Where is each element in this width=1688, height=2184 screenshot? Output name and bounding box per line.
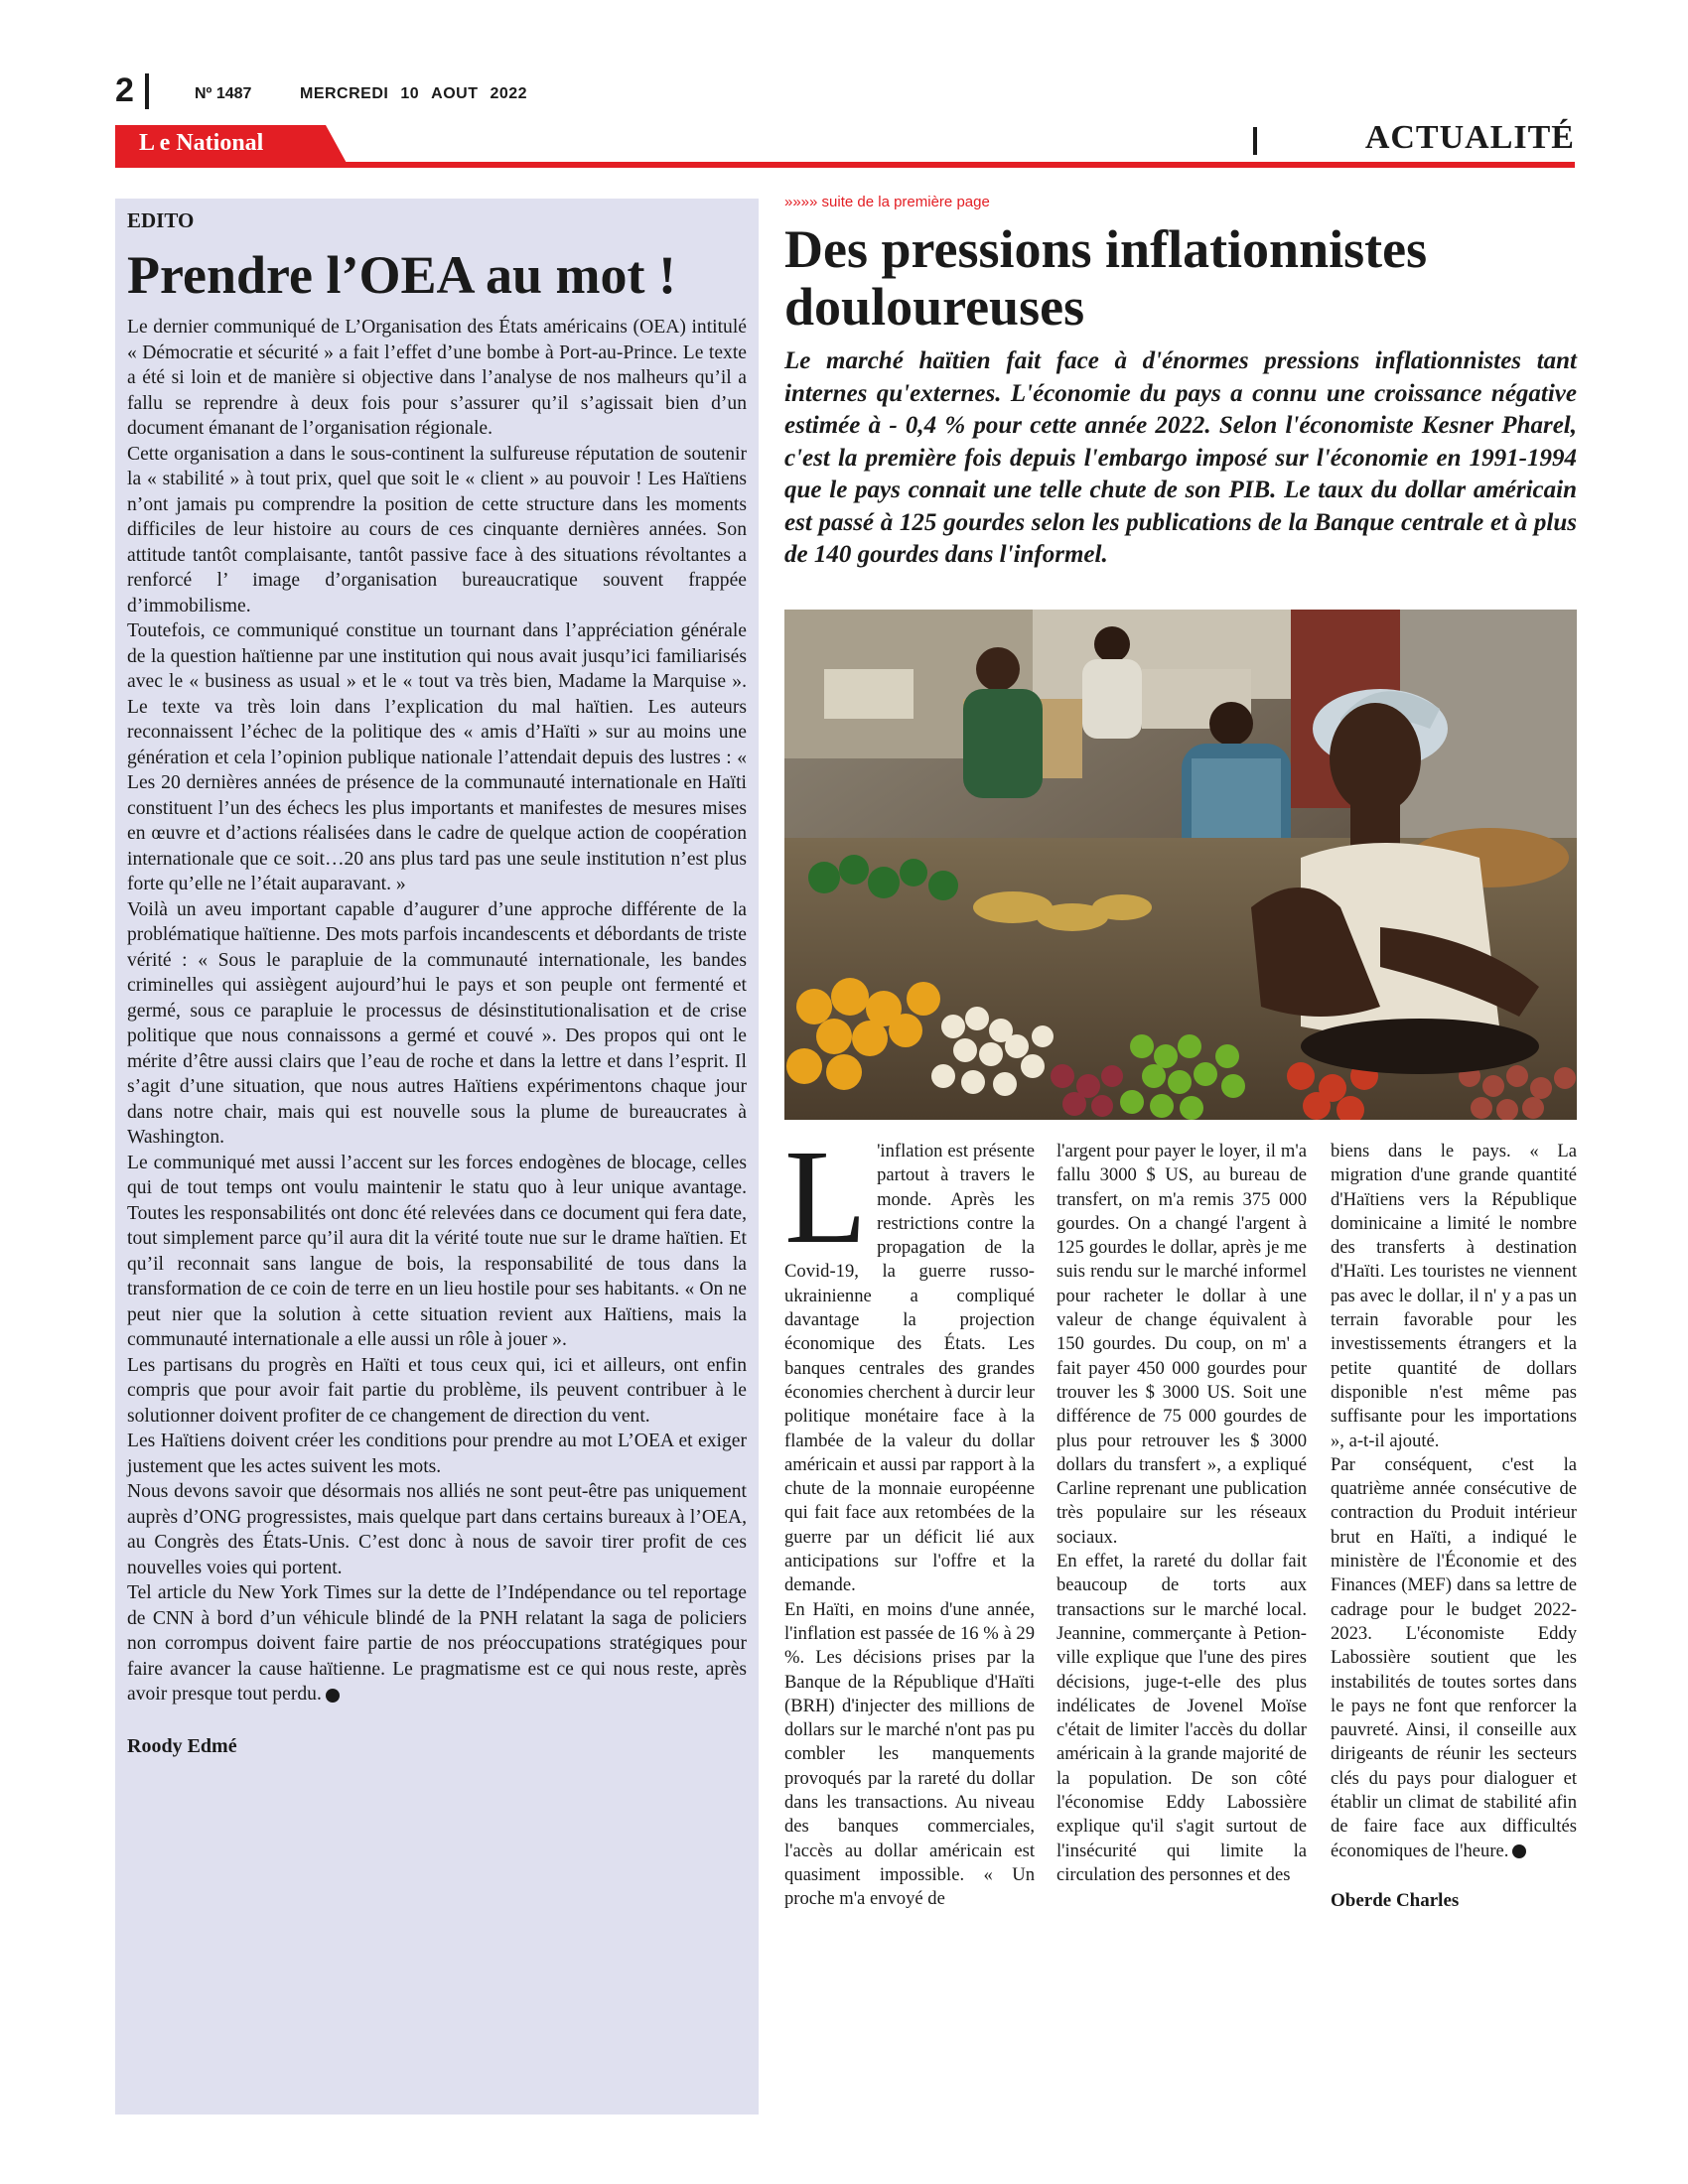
brand-name: L e National	[139, 130, 264, 156]
date-month: AOUT	[431, 85, 479, 102]
article-title: Des pressions inflationnistes douloureuses	[784, 219, 1428, 337]
issue-date	[300, 85, 539, 103]
end-mark-icon	[326, 1689, 340, 1703]
market-photo-illustration	[784, 610, 1577, 1120]
edito-paragraph-last	[127, 1580, 747, 1707]
section-title: ACTUALITÉ	[1364, 119, 1575, 156]
issue-number: Nº 1487	[195, 85, 252, 102]
end-mark-icon	[1512, 1844, 1526, 1858]
edito-kicker: EDITO	[127, 208, 195, 232]
market-photo	[784, 610, 1577, 1120]
article-paragraph-text: Par conséquent, c'est la quatrième année consécutive de contraction du Produit intérieur brut en Haïti, a indiqué le ministère de l'Économie et des Finances (MEF) dans sa lettre de cadrage pour le budget 2022-2023. L'économiste Eddy Labossière soutient que les instabilités de toutes sortes dans le pays ne font que renforcer la pauvreté. Ainsi, il conseille aux dirigeants de réunir les secteurs clés du pays pour dialoguer et établir un climat de stabilité afin de faire face aux difficultés économiques de l'heure.	[1331, 1453, 1577, 1861]
masthead	[115, 71, 1575, 111]
article-paragraph: 'inflation est présente partout à travers le monde. Après les restrictions contre la propagation de la Covid-19, la guerre russo-ukrainienne a compliqué davantage la projection économique des États. Les banques centrales des grandes économies cherchent à durcir leur politique monétaire face à la flambée de la valeur du dollar américain et aussi par rapport à la chute de la monnaie européenne qui fait face aux retombées de la guerre par un déficit lié aux anticipations sur l'offre et la demande.	[784, 1141, 1035, 1596]
edito-author: Roody Edmé	[127, 1734, 237, 1757]
article-column-1	[784, 1123, 1035, 1912]
edito-body	[127, 315, 747, 1707]
section-divider	[1253, 127, 1257, 155]
article-paragraph: En effet, la rareté du dollar fait beaucoup de torts aux transactions sur le marché local. Jeannine, commerçante à Petion-ville explique que l'une des pires décisions, juge-t-elle des plus indélicates de Jovenel Moïse c'était de limiter l'accès du dollar américain à la grande majorité de la population. De son côté l'économise Eddy Labossière explique qu'il s'agit surtout de l'insécurité qui limite la circulation des personnes et des	[1056, 1551, 1307, 1885]
article-paragraph-last	[1331, 1453, 1577, 1863]
article-author: Oberde Charles	[1331, 1889, 1460, 1911]
page-number-divider	[145, 73, 149, 109]
edito-paragraph: Voilà un aveu important capable d’augurer d’une approche différente de la problématique haïtienne. Des mots parfois incandescents et débordants de triste vérité : « Sous le parapluie de la communauté internationale, les bandes criminelles qui assiègent aujourd’hui le pays et son peuple ont fermenté et germé, sous ce parapluie le processus de désinstitutionalisation et de crise politique que nous connaissons a germé et couvé ». Des propos qui ont le mérite d’être aussi clairs que l’eau de roche et dans la lettre et dans l’esprit. Il s’agit d’une situation, que nous autres Haïtiens expérimentons chaque jour dans notre chair, mais qui est nouvelle sous la plume de bureaucrates à Washington.	[127, 898, 747, 1148]
article-column-3	[1331, 1140, 1577, 1913]
edito-paragraph: Toutefois, ce communiqué constitue un tournant dans l’appréciation générale de la question haïtienne par une institution qui nous avait jusqu’ici familiarisés avec le « business as usual » et le « tout va très bien, Madame la Marquise ». Le texte va très loin dans l’explication du mal haïtien. Les auteurs reconnaissent l’échec de la politique des « amis d’Haïti » sur au moins une génération et cela l’opinion publique nationale l’attendait depuis des lustres : « Les 20 dernières années de présence de la communauté internationale en Haïti constituent l’un des échecs les plus importants et manifestes de mesures mises en œuvre et d’actions réalisées dans le cadre de quelque action de coopération internationale que ce soit…20 ans plus tard pas une seule institution n’est plus forte qu’elle ne l’était auparavant. »	[127, 620, 747, 894]
header-rule	[115, 162, 1575, 168]
edito-panel	[115, 199, 759, 2115]
edito-paragraph: Nous devons savoir que désormais nos alliés ne sont peut-être pas uniquement auprès d’ONG progressistes, mais quelque part dans certains bureaux à l’OEA, au Congrès des États-Unis. C’est donc à nous de savoir tirer profit de ces nouvelles voies qui portent.	[127, 1481, 747, 1578]
dropcap: L	[784, 1123, 868, 1272]
article-paragraph: En Haïti, en moins d'une année, l'inflation est passée de 16 % à 29 %. Les décisions prises par la Banque de la République d'Haïti (BRH) d'injecter des millions de dollars sur le marché n'ont pas pu combler les manquements provoqués par la rareté du dollar dans les transactions. Au niveau des banques commerciales, l'accès au dollar américain est quasiment impossible. « Un proche m'a envoyé de	[784, 1598, 1035, 1910]
date-year: 2022	[490, 85, 528, 102]
edito-paragraph: Les partisans du progrès en Haïti et tous ceux qui, ici et ailleurs, ont enfin compris que pour avoir fait partie du problème, ils peuvent contribuer à le solutionner doivent profiter de ce changement de direction du vent.	[127, 1354, 747, 1427]
article-column-2	[1056, 1140, 1307, 1887]
continued-from-front: »»»» suite de la première page	[784, 194, 990, 210]
article-paragraph: l'argent pour payer le loyer, il m'a fallu 3000 $ US, au bureau de transfert, on m'a remis 375 000 gourdes. On a changé l'argent à 125 gourdes le dollar, après je me suis rendu sur le marché informel pour racheter le dollar à une valeur de change équivalent à 150 gourdes. Du coup, on m' a fait payer 450 000 gourdes pour trouver les $ 3000 US. Soit une différence de 75 000 gourdes de plus pour retrouver les $ 3000 dollars du transfert », a expliqué Carline reprenant une publication très populaire sur les réseaux sociaux.	[1056, 1141, 1307, 1548]
edito-paragraph: Le communiqué met aussi l’accent sur les forces endogènes de blocage, celles qui de tout temps ont voulu maintenir le statu quo à leur unique avantage. Toutes les responsabilités ont donc été relevées dans ce document qui fera date, tout simplement parce qu’il aura dit la vérité toute nue sur le drame haïtien. Et qu’il reconnait sans langue de bois, la responsabilité de tous dans la transformation de ce coin de terre en un lieu hostile pour ses habitants. « On ne peut nier que la solution à cette situation revient aux Haïtiens, mais la communauté internationale a elle aussi un rôle à jouer ».	[127, 1152, 747, 1350]
edito-paragraph: Cette organisation a dans le sous-continent la sulfureuse réputation de soutenir la « stabilité » à tout prix, quel que soit le « client » au pouvoir ! Les Haïtiens n’ont jamais pu comprendre la position de cette structure dans les moments difficiles de leur histoire au cours de ces cinquante dernières années. Son attitude tantôt complaisante, tantôt passive face à des situations révoltantes a renforcé l’ image d’organisation bureaucratique souvent frappée d’immobilisme.	[127, 443, 747, 616]
edito-paragraph: Les Haïtiens doivent créer les conditions pour prendre au mot L’OEA et exiger justement que les actes suivent les mots.	[127, 1431, 747, 1477]
page-number: 2	[115, 71, 134, 109]
date-num: 10	[400, 85, 420, 102]
article-lead: Le marché haïtien fait face à d'énormes pressions inflationnistes tant internes qu'externes. L'économie du pays a connu une croissance négative estimée à - 0,4 % pour cette année 2022. Selon l'économiste Kesner Pharel, c'est la première fois depuis l'embargo imposé sur l'économie en 1991-1994 que le pays connait une telle chute de son PIB. Le taux du dollar américain est passé à 125 gourdes selon les publications de la Banque centrale et à plus de 140 gourdes dans l'informel.	[784, 347, 1577, 568]
date-day: MERCREDI	[300, 85, 389, 102]
article-paragraph: biens dans le pays. « La migration d'une grande quantité d'Haïtiens vers la République dominicaine a limité le nombre des transferts à destination d'Haïti. Les touristes ne viennent pas avec le dollar, il n' y a pas un terrain favorable pour les investissements étrangers et la petite quantité de dollars disponible n'est même pas suffisante pour les importations », a-t-il ajouté.	[1331, 1141, 1577, 1451]
edito-title: Prendre l’OEA au mot !	[127, 245, 676, 305]
edito-paragraph-text: Tel article du New York Times sur la dette de l’Indépendance ou tel reportage de CNN à bord d’un véhicule blindé de la PNH relatant la saga de policiers non corrompus doivent faire partie de nos préoccupations stratégiques pour faire avancer la cause haïtienne. Le pragmatisme est ce qui nous reste, après avoir presque tout perdu.	[127, 1582, 747, 1705]
edito-paragraph: Le dernier communiqué de L’Organisation des États américains (OEA) intitulé « Démocratie et sécurité » a fait l’effet d’une bombe à Port-au-Prince. Le texte a été si loin et de manière si objective dans l’analyse de nos malheurs qu’il a fallu se reprendre à deux fois pour s’assurer qu’il s’agissait bien d’un document émanant de l’organisation régionale.	[127, 317, 747, 439]
